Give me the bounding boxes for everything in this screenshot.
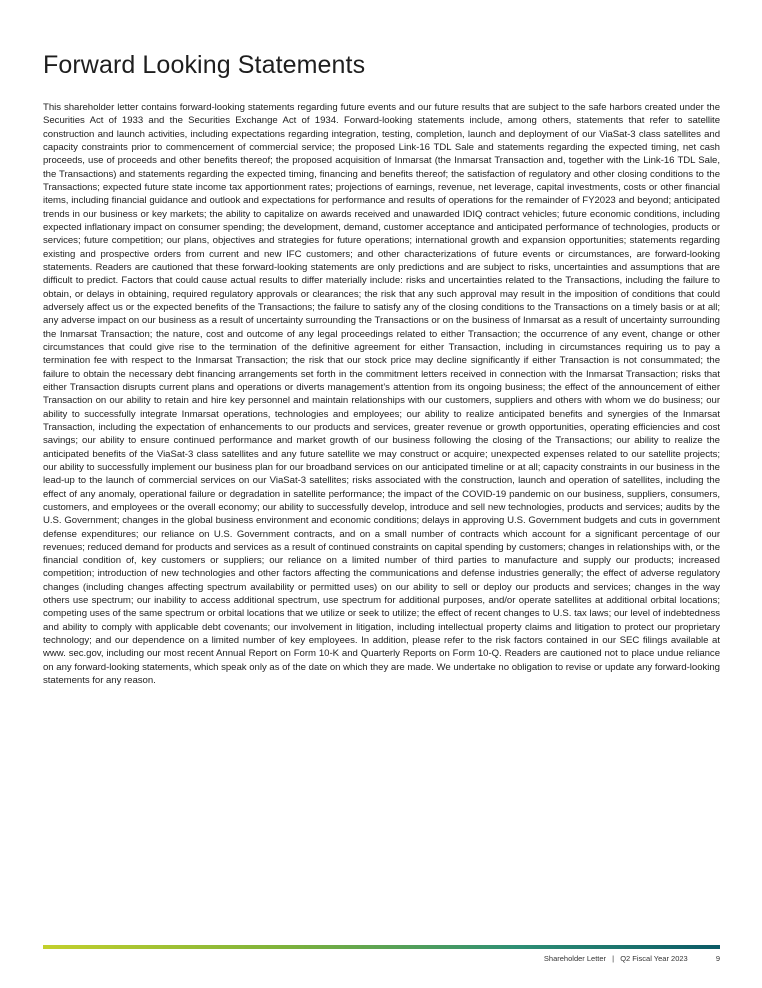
footer-separator: | — [612, 954, 615, 963]
page-footer — [544, 954, 720, 964]
footer-period: Q2 Fiscal Year 2023 — [620, 954, 688, 963]
footer-gradient-bar — [43, 945, 720, 949]
forward-looking-statement-text: This shareholder letter contains forward-looking statements regarding future events and our future results that are subject to the safe harbors created under the Securities Act of 1933 and the Securities Exchange Act of 1934. Forward-looking statements include, among others, statements that refer to satellite construction and launch activities, including expectations regarding integration, testing, completion, launch and deployment of our ViaSat-3 class satellites and capacity constraints prior to commencement of commercial service; the proposed Link-16 TDL Sale and statements regarding the expected timing, net cash proceeds, use of proceeds and other benefits thereof; the proposed acquisition of Inmarsat (the Inmarsat Transaction and, together with the Link-16 TDL Sale, the Transactions) and statements regarding the expected timing, financing and benefits thereof; the satisfaction of regulatory and other closing conditions to the Transactions; expected future state income tax apportionment rates; projections of earnings, revenue, net leverage, capital investments, costs or other financial items, including financial guidance and outlook and expectations for performance and results of operations for the remainder of FY2023 and beyond; anticipated trends in our business or key markets; the ability to capitalize on awards received and unawarded IDIQ contract vehicles; future economic conditions, including expected inflationary impact on consumer spending; the development, demand, customer acceptance and anticipated performance of technologies, products or services; future competition; our plans, objectives and strategies for future operations; international growth and expansion opportunities; statements regarding existing and prospective orders from current and new IFC customers; and other characterizations of future events or circumstances, are forward-looking statements. Readers are cautioned that these forward-looking statements are only predictions and are subject to risks, uncertainties and assumptions that are difficult to predict. Factors that could cause actual results to differ materially include: risks and uncertainties related to the Transactions, including the failure to obtain, or delays in obtaining, required regulatory approvals or clearances; the risk that any such approval may result in the imposition of conditions that could adversely affect us or the expected benefits of the Transactions; the failure to satisfy any of the closing conditions to the Transactions on a timely basis or at all; any adverse impact on our business as a result of uncertainty surrounding the Transactions or on the business of Inmarsat as a result of uncertainty surrounding the Inmarsat Transaction; the nature, cost and outcome of any legal proceedings related to either Transaction; the occurrence of any event, change or other circumstances that could give rise to the termination of the definitive agreement for either Transaction, including in circumstances requiring us to pay a termination fee with respect to the Inmarsat Transaction; the risk that our stock price may decline significantly if either Transaction is not consummated; the failure to obtain the necessary debt financing arrangements set forth in the commitment letters received in connection with the Inmarsat Transaction; risks that either Transaction disrupts current plans and operations or diverts management’s attention from its ongoing business; the effect of the announcement of either Transaction on our ability to retain and hire key personnel and maintain relationships with our customers, suppliers and others with whom we do business; our ability to successfully integrate Inmarsat operations, technologies and employees; our ability to realize anticipated benefits and synergies of the Inmarsat Transaction, including the expectation of enhancements to our products and services, greater revenue or growth opportunities, operating efficiencies and cost savings; our ability to ensure continued performance and market growth of our business following the closing of the Transactions; our ability to realize the anticipated benefits of the ViaSat-3 class satellites and any future satellite we may construct or acquire; unexpected expenses related to our satellite projects; our ability to successfully implement our business plan for our broadband services on our anticipated timeline or at all; capacity constraints in our business in the lead-up to the launch of commercial services on our ViaSat-3 satellites; risks associated with the construction, launch and operation of satellites, including the effect of any anomaly, operational failure or degradation in satellite performance; the impact of the COVID-19 pandemic on our business, suppliers, consumers, customers, and employees or the overall economy; our ability to successfully develop, introduce and sell new technologies, products and services; audits by the U.S. Government; changes in the global business environment and economic conditions; delays in approving U.S. Government budgets and cuts in government defense expenditures; our reliance on U.S. Government contracts, and on a small number of contracts which account for a significant percentage of our revenues; reduced demand for products and services as a result of continued constraints on capital spending by customers; changes in relationships with, or the financial condition of, key customers or suppliers; our reliance on a limited number of third parties to manufacture and supply our products; increased competition; introduction of new technologies and other factors affecting the communications and defense industries generally; the effect of adverse regulatory changes (including changes affecting spectrum availability or permitted uses) on our ability to sell or deploy our products and services; changes in the way others use spectrum; our inability to access additional spectrum, use spectrum for additional purposes, and/or operate satellites at additional orbital locations; competing uses of the same spectrum or orbital locations that we utilize or seek to utilize; the effect of recent changes to U.S. tax laws; our level of indebtedness and ability to comply with applicable debt covenants; our involvement in litigation, including intellectual property claims and litigation to protect our proprietary technology; and our dependence on a limited number of key employees. In addition, please refer to the risk factors contained in our SEC filings available at www. sec.gov, including our most recent Annual Report on Form 10-K and Quarterly Reports on Form 10-Q. Readers are cautioned not to place undue reliance on any forward-looking statements, which speak only as of the date on which they are made. We undertake no obligation to revise or update any forward-looking statements for any reason. — [43, 102, 720, 687]
page-number: 9 — [715, 954, 720, 963]
footer-document-label: Shareholder Letter — [543, 954, 607, 963]
page-title: Forward Looking Statements — [43, 51, 366, 79]
